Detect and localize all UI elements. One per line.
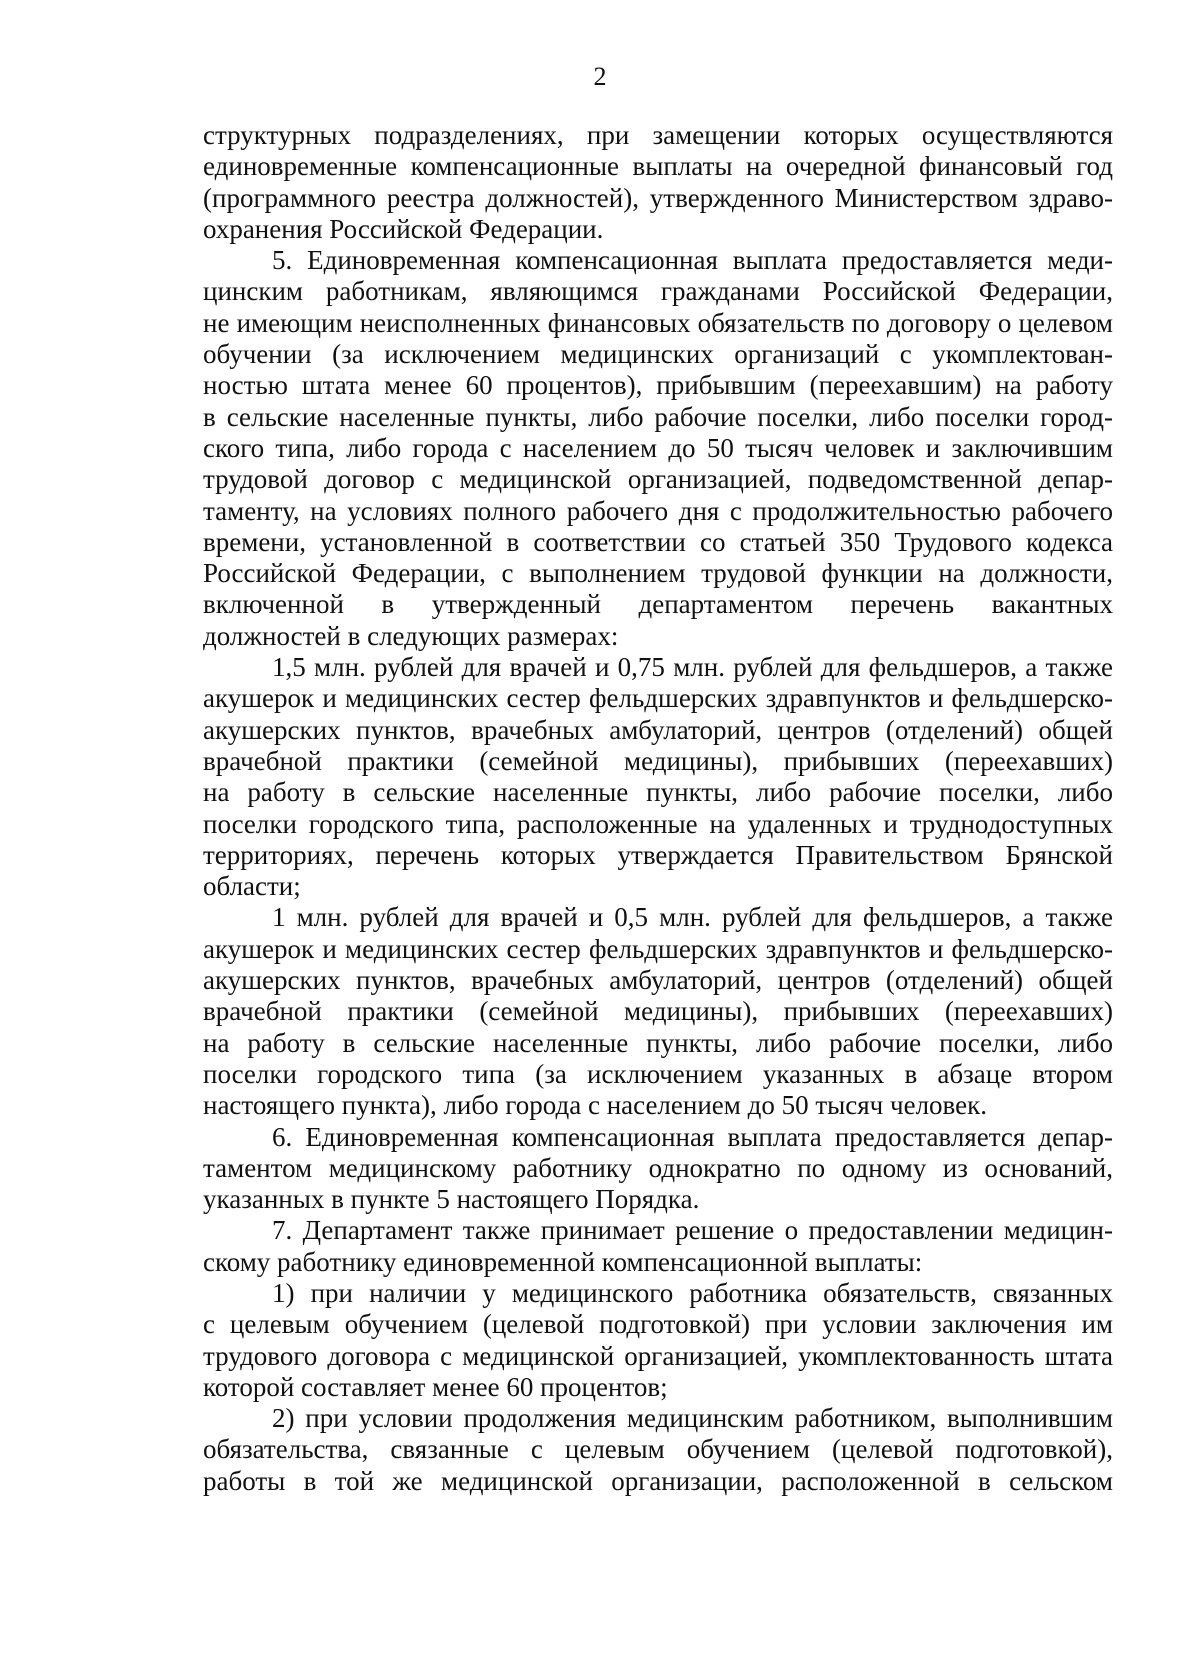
text-line: на работу в сельские населенные пункты, либо рабочие поселки, либо — [203, 777, 1113, 808]
page-number: 2 — [593, 62, 607, 91]
text-line: с целевым обучением (целевой подготовкой) при условии заключения им — [203, 1309, 1113, 1340]
text-line: акушерок и медицинских сестер фельдшерских здравпунктов и фельдшерско- — [203, 933, 1113, 964]
text-line: акушерских пунктов, врачебных амбулаторий, центров (отделений) общей — [203, 965, 1113, 996]
text-line: поселки городского типа (за исключением указанных в абзаце втором — [203, 1058, 1113, 1089]
text-line: указанных в пункте 5 настоящего Порядка. — [203, 1184, 700, 1215]
text-line: Российской Федерации, с выполнением трудовой функции на должности, — [203, 558, 1113, 589]
text-line: работы в той же медицинской организации, расположенной в сельском — [203, 1465, 1113, 1496]
text-line: врачебной практики (семейной медицины), прибывших (переехавших) — [203, 745, 1113, 776]
text-line: таменту, на условиях полного рабочего дня с продолжительностью рабочего — [203, 495, 1113, 526]
text-line: (программного реестра должностей), утвержденного Министерством здраво- — [203, 182, 1113, 213]
text-line: 5. Единовременная компенсационная выплата предоставляется меди- — [272, 245, 1113, 276]
text-line: ностью штата менее 60 процентов), прибывшим (переехавшим) на работу — [203, 370, 1113, 401]
text-line: ского типа, либо города с населением до 50 тысяч человек и заключившим — [203, 432, 1113, 463]
text-line: обучении (за исключением медицинских организаций с укомплектован- — [203, 339, 1113, 370]
text-line: обязательства, связанные с целевым обучением (целевой подготовкой), — [203, 1434, 1113, 1465]
document-body — [203, 120, 1113, 1497]
text-line: скому работнику единовременной компенсационной выплаты: — [203, 1246, 923, 1277]
text-line: охранения Российской Федерации. — [203, 213, 604, 244]
text-line: на работу в сельские населенные пункты, либо рабочие поселки, либо — [203, 1027, 1113, 1058]
text-line: 6. Единовременная компенсационная выплата предоставляется депар- — [272, 1121, 1113, 1152]
text-line: территориях, перечень которых утверждается Правительством Брянской — [203, 839, 1113, 870]
text-line: таментом медицинскому работнику однократно по одному из оснований, — [203, 1152, 1113, 1183]
text-line: акушерских пунктов, врачебных амбулаторий, центров (отделений) общей — [203, 714, 1113, 745]
text-line: врачебной практики (семейной медицины), прибывших (переехавших) — [203, 996, 1113, 1027]
text-line: настоящего пункта), либо города с населением до 50 тысяч человек. — [203, 1090, 987, 1121]
text-line: цинским работникам, являющимся гражданами Российской Федерации, — [203, 276, 1113, 307]
text-line: трудовой договор с медицинской организацией, подведомственной депар- — [203, 464, 1113, 495]
text-line: единовременные компенсационные выплаты на очередной финансовый год — [203, 151, 1113, 182]
text-line: трудового договора с медицинской организацией, укомплектованность штата — [203, 1340, 1113, 1371]
text-line: поселки городского типа, расположенные на удаленных и труднодоступных — [203, 808, 1113, 839]
text-line: 2) при условии продолжения медицинским работником, выполнившим — [272, 1403, 1113, 1434]
text-line: области; — [203, 871, 301, 902]
text-line: 1 млн. рублей для врачей и 0,5 млн. рублей для фельдшеров, а также — [272, 902, 1113, 933]
text-line: не имеющим неисполненных финансовых обязательств по договору о целевом — [203, 307, 1113, 338]
text-line: 1) при наличии у медицинского работника обязательств, связанных — [272, 1277, 1113, 1308]
text-line: акушерок и медицинских сестер фельдшерских здравпунктов и фельдшерско- — [203, 683, 1113, 714]
text-line: включенной в утвержденный департаментом перечень вакантных — [203, 589, 1113, 620]
text-line: должностей в следующих размерах: — [203, 620, 619, 651]
text-line: которой составляет менее 60 процентов; — [203, 1371, 668, 1402]
text-line: структурных подразделениях, при замещении которых осуществляются — [203, 120, 1113, 150]
text-line: в сельские населенные пункты, либо рабочие поселки, либо поселки город- — [203, 401, 1113, 432]
text-line: 7. Департамент также принимает решение о предоставлении медицин- — [272, 1215, 1113, 1246]
text-line: 1,5 млн. рублей для врачей и 0,75 млн. рублей для фельдшеров, а также — [272, 652, 1113, 683]
text-line: времени, установленной в соответствии со статьей 350 Трудового кодекса — [203, 526, 1113, 557]
